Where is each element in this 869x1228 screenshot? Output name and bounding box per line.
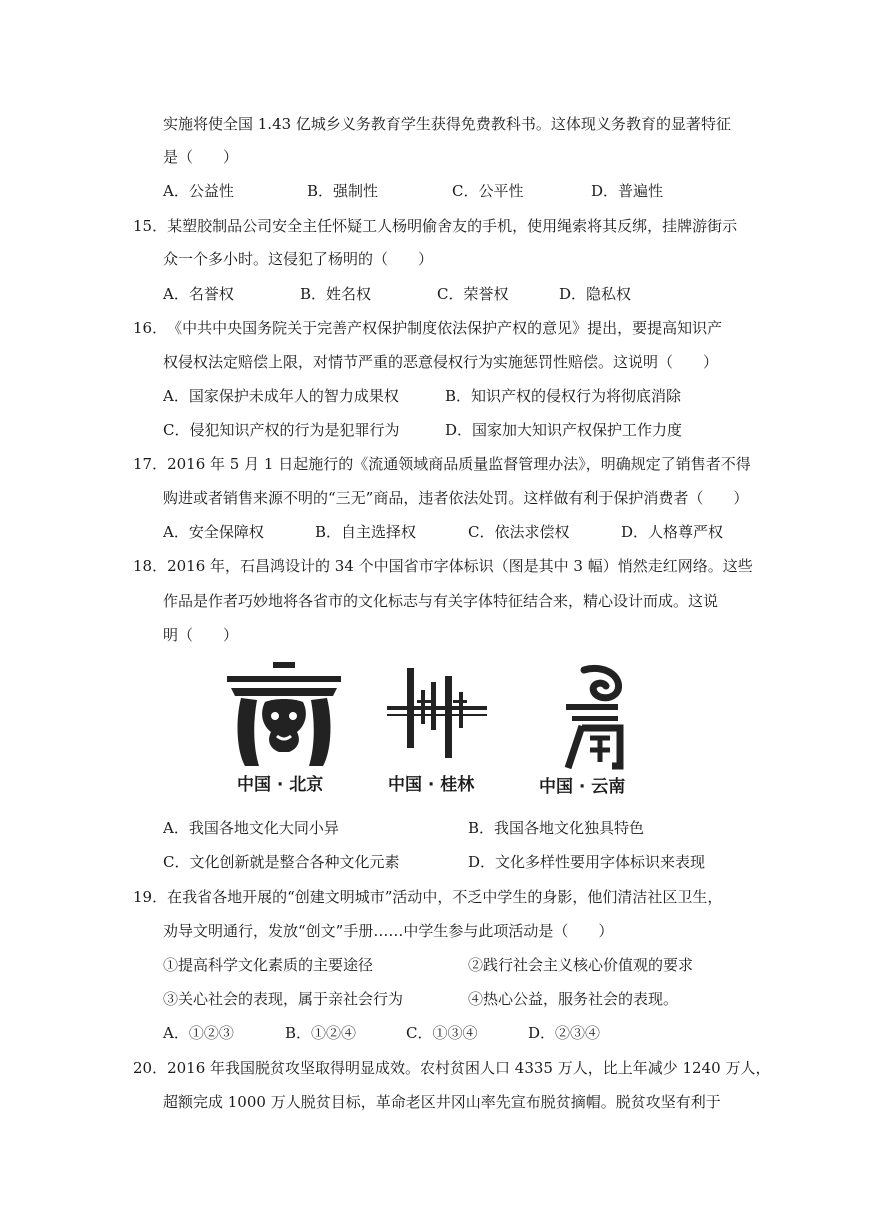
q15-option-d: D．隐私权 — [559, 285, 632, 303]
q18-stem-line1: 18．2016 年，石昌鸿设计的 34 个中国省市字体标识（图是其中 3 幅）悄然走红网络。这些 — [133, 557, 753, 575]
q20-stem-line2: 超额完成 1000 万人脱贫目标，革命老区井冈山率先宣布脱贫摘帽。脱贫攻坚有利于 — [163, 1093, 721, 1111]
q18-option-c: C．文化创新就是整合各种文化元素 — [163, 853, 400, 871]
caption-guilin: 中国 · 桂林 — [388, 775, 475, 795]
yunnan-logo — [560, 664, 630, 770]
q19-statement-2: ②践行社会主义核心价值观的要求 — [468, 956, 694, 974]
q16-stem-line1: 16． 《中共中央国务院关于完善产权保护制度依法保护产权的意见》提出，要提高知识产 — [133, 319, 723, 337]
q15-option-a: A．名誉权 — [163, 285, 234, 303]
q19-option-a: A．①②③ — [163, 1024, 234, 1042]
q18-option-a: A．我国各地文化大同小异 — [163, 819, 339, 837]
caption-beijing: 中国 · 北京 — [237, 775, 324, 795]
q16-option-d: D．国家加大知识产权保护工作力度 — [445, 421, 683, 439]
q15-stem-line2: 众一个多小时。这侵犯了杨明的（ ） — [163, 250, 434, 268]
q14-stem-line1: 实施将使全国 1.43 亿城乡义务教育学生获得免费教科书。这体现义务教育的显著特征 — [163, 115, 731, 133]
q19-stem-line1: 19．在我省各地开展的“创建文明城市”活动中，不乏中学生的身影，他们清洁社区卫生， — [133, 888, 723, 906]
q19-statement-4: ④热心公益，服务社会的表现。 — [468, 990, 679, 1008]
q14-option-a: A．公益性 — [163, 182, 234, 200]
q16-option-b: B．知识产权的侵权行为将彻底消除 — [445, 387, 682, 405]
q16-option-a: A．国家保护未成年人的智力成果权 — [163, 387, 399, 405]
q18-option-b: B．我国各地文化独具特色 — [468, 819, 645, 837]
q18-option-d: D．文化多样性要用字体标识来表现 — [468, 853, 706, 871]
q19-option-b: B．①②④ — [285, 1024, 357, 1042]
q19-option-d: D．②③④ — [528, 1024, 601, 1042]
caption-yunnan: 中国 · 云南 — [539, 777, 626, 797]
q20-stem-line1: 20．2016 年我国脱贫攻坚取得明显成效。农村贫困人口 4335 万人，比上年减少 1240 万人， — [133, 1059, 771, 1077]
q17-stem-line2: 购进或者销售来源不明的“三无”商品，违者依法处罚。这样做有利于保护消费者（ ） — [163, 489, 749, 507]
q18-stem-line3: 明（ ） — [163, 626, 239, 644]
q18-stem-line2: 作品是作者巧妙地将各省市的文化标志与有关字体特征结合来，精心设计而成。这说 — [163, 592, 719, 610]
q17-option-b: B．自主选择权 — [315, 523, 417, 541]
q15-option-b: B．姓名权 — [300, 285, 372, 303]
q19-option-c: C．①③④ — [406, 1024, 478, 1042]
q16-option-c: C．侵犯知识产权的行为是犯罪行为 — [163, 421, 400, 439]
q17-option-d: D．人格尊严权 — [621, 523, 724, 541]
q15-option-c: C．荣誉权 — [437, 285, 509, 303]
q16-stem-line2: 权侵权法定赔偿上限，对情节严重的恶意侵权行为实施惩罚性赔偿。这说明（ ） — [163, 353, 719, 371]
q14-option-c: C．公平性 — [452, 182, 524, 200]
q14-stem-line2: 是（ ） — [163, 148, 239, 166]
beijing-logo — [225, 662, 343, 770]
q14-option-d: D．普遍性 — [591, 182, 664, 200]
q17-stem-line1: 17．2016 年 5 月 1 日起施行的《流通领域商品质量监督管理办法》，明确规定了销售者不得 — [133, 455, 751, 473]
q19-stem-line2: 劝导文明通行，发放“创文”手册……中学生参与此项活动是（ ） — [163, 922, 614, 940]
q17-option-c: C．依法求偿权 — [468, 523, 570, 541]
q19-statement-3: ③关心社会的表现，属于亲社会行为 — [163, 990, 404, 1008]
q14-option-b: B．强制性 — [307, 182, 379, 200]
q15-stem-line1: 15．某塑胶制品公司安全主任怀疑工人杨明偷舍友的手机，使用绳索将其反绑，挂牌游街示 — [133, 217, 738, 235]
guilin-logo — [387, 662, 487, 762]
q19-statement-1: ①提高科学文化素质的主要途径 — [163, 956, 374, 974]
q17-option-a: A．安全保障权 — [163, 523, 264, 541]
